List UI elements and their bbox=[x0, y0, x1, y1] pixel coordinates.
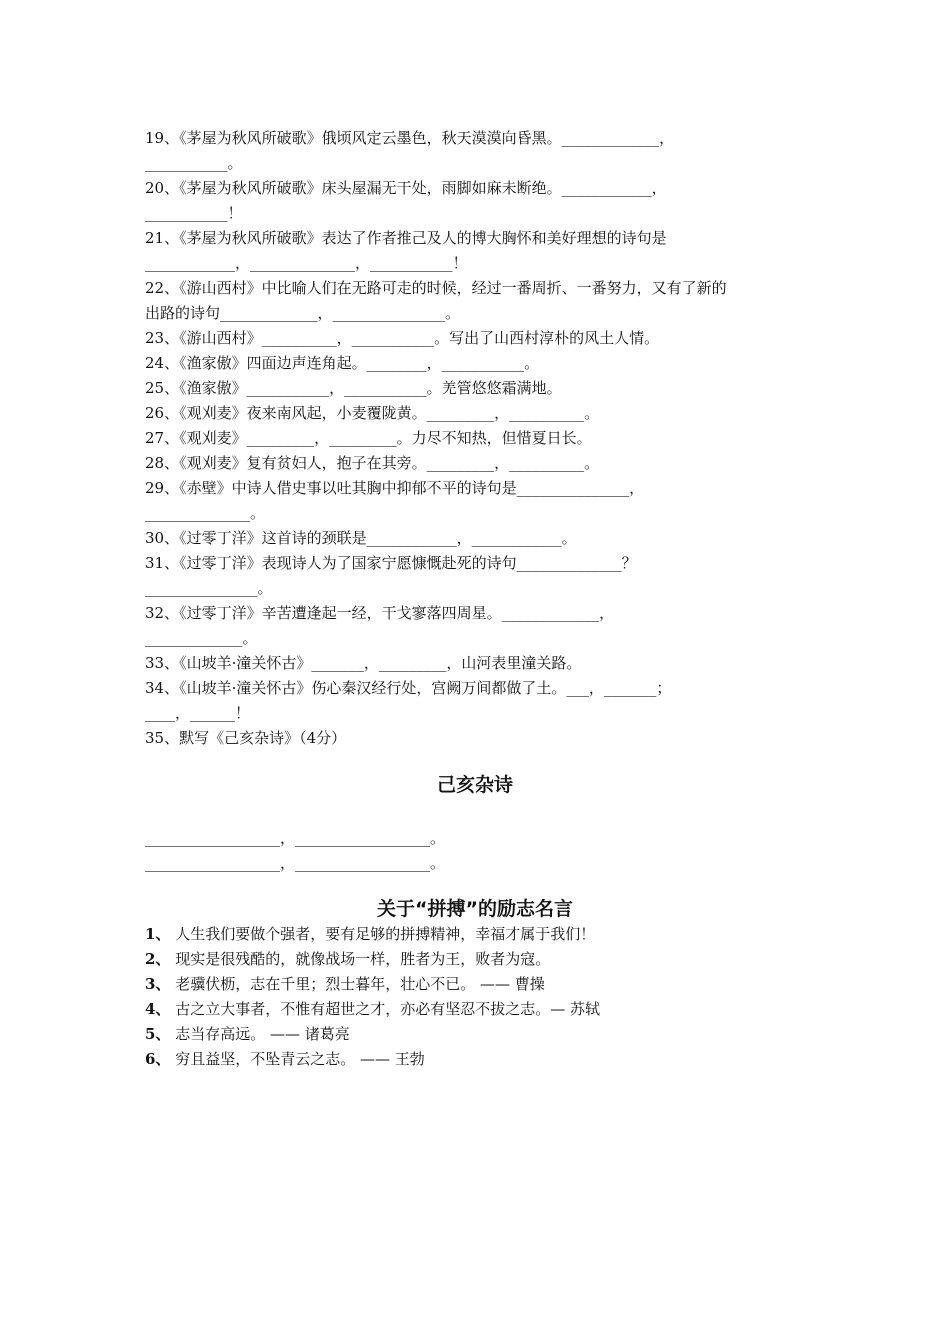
question-24: 24、《渔家傲》四面边声连角起。________，___________。 bbox=[145, 354, 540, 372]
quote-item-6 bbox=[145, 1049, 825, 1069]
quote-text: 志当存高远。 —— 诸葛亮 bbox=[175, 1025, 350, 1043]
question-19-line-1: 19、《茅屋为秋风所破歌》俄顷风定云墨色，秋天漠漠向昏黑。_____________， bbox=[145, 129, 675, 147]
question-34-line-2: ____，______！ bbox=[145, 704, 251, 722]
question-30: 30、《过零丁洋》这首诗的颈联是____________，____________。 bbox=[145, 529, 577, 547]
question-28: 28、《观刈麦》复有贫妇人，抱子在其旁。_________，__________。 bbox=[145, 454, 600, 472]
question-21-line-2: ____________，______________，___________！ bbox=[145, 254, 468, 272]
question-22-line-1: 22、《游山西村》中比喻人们在无路可走的时候，经过一番周折、一番努力，又有了新的 bbox=[145, 279, 727, 297]
quote-item-3 bbox=[145, 974, 825, 994]
quote-item-2 bbox=[145, 949, 825, 969]
question-21-line-1: 21、《茅屋为秋风所破歌》表达了作者推己及人的博大胸怀和美好理想的诗句是 bbox=[145, 229, 667, 247]
quote-number: 6、 bbox=[145, 1050, 171, 1068]
question-23: 23、《游山西村》__________，___________。写出了山西村淳朴的风土人情。 bbox=[145, 329, 660, 347]
question-32-line-2: _____________。 bbox=[145, 629, 258, 647]
quote-number: 3、 bbox=[145, 975, 171, 993]
quotes-title: 关于“拼搏”的励志名言 bbox=[377, 898, 573, 920]
question-20-line-2: ___________！ bbox=[145, 204, 243, 222]
question-29-line-1: 29、《赤壁》中诗人借史事以吐其胸中抑郁不平的诗句是_______________， bbox=[145, 479, 645, 497]
question-22-line-2: 出路的诗句_____________，_______________。 bbox=[145, 304, 461, 322]
question-19-line-2: ___________。 bbox=[145, 154, 243, 172]
quote-number: 5、 bbox=[145, 1025, 171, 1043]
quote-number: 4、 bbox=[145, 1000, 171, 1018]
question-20-line-1: 20、《茅屋为秋风所破歌》床头屋漏无干处，雨脚如麻未断绝。____________， bbox=[145, 179, 667, 197]
question-31-line-1: 31、《过零丁洋》表现诗人为了国家宁愿慷慨赴死的诗句______________？ bbox=[145, 554, 637, 572]
quote-number: 1、 bbox=[145, 925, 171, 943]
quote-text: 老骥伏枥，志在千里；烈士暮年，壮心不已。 —— 曹操 bbox=[175, 975, 545, 993]
quote-text: 穷且益坚，不坠青云之志。 —— 王勃 bbox=[175, 1050, 425, 1068]
poem-title: 己亥杂诗 bbox=[436, 774, 513, 796]
question-29-line-2: ______________。 bbox=[145, 504, 266, 522]
quote-text: 古之立大事者，不惟有超世之才，亦必有坚忍不拔之志。— 苏轼 bbox=[175, 1000, 600, 1018]
quote-item-4 bbox=[145, 999, 825, 1019]
quote-item-5 bbox=[145, 1024, 825, 1044]
question-33: 33、《山坡羊·潼关怀古》_______，_________，山河表里潼关路。 bbox=[145, 654, 582, 672]
question-35: 35、默写《己亥杂诗》（4分） bbox=[145, 729, 347, 747]
question-26: 26、《观刈麦》夜来南风起，小麦覆陇黄。_________，__________。 bbox=[145, 404, 600, 422]
question-27: 27、《观刈麦》_________，_________。力尽不知热，但惜夏日长。 bbox=[145, 429, 592, 447]
question-34-line-1: 34、《山坡羊·潼关怀古》伤心秦汉经行处，宫阙万间都做了土。___，_______； bbox=[145, 679, 672, 697]
quote-item-1 bbox=[145, 924, 825, 944]
quote-number: 2、 bbox=[145, 950, 171, 968]
question-32-line-1: 32、《过零丁洋》辛苦遭逢起一经，干戈寥落四周星。_____________， bbox=[145, 604, 615, 622]
quote-text: 人生我们要做个强者，要有足够的拼搏精神，幸福才属于我们！ bbox=[175, 925, 596, 943]
question-31-line-2: _______________。 bbox=[145, 579, 273, 597]
quote-text: 现实是很残酷的，就像战场一样，胜者为王，败者为寇。 bbox=[175, 950, 551, 968]
question-25: 25、《渔家傲》___________，___________。羌管悠悠霜满地。 bbox=[145, 379, 562, 397]
poem-blank-line-2: __________________，__________________。 bbox=[145, 854, 446, 872]
poem-blank-line-1: __________________，__________________。 bbox=[145, 829, 446, 847]
